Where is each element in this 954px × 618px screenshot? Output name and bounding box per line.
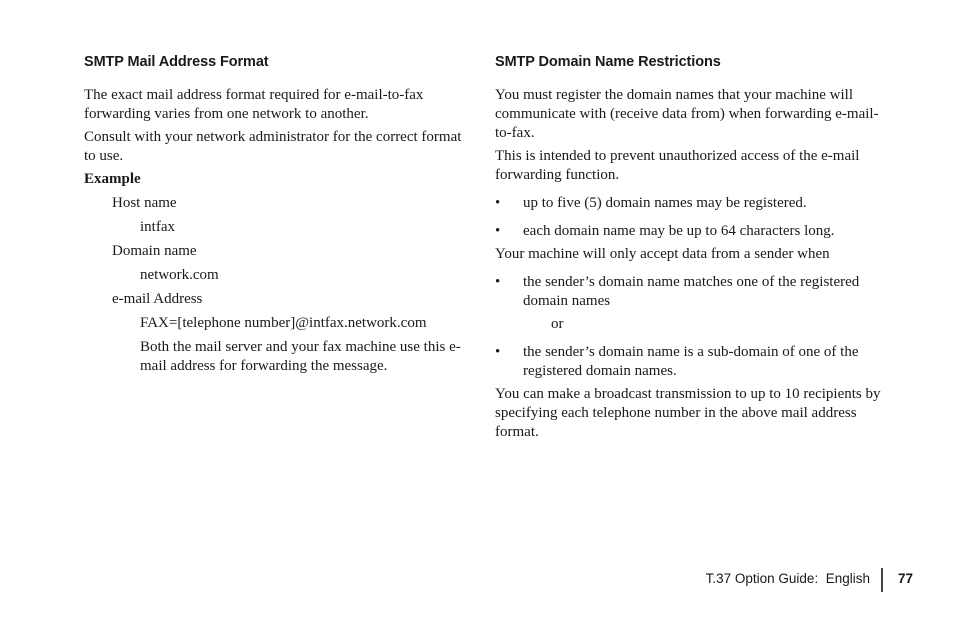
list-item-text: up to five (5) domain names may be registered. xyxy=(523,195,807,211)
footer-divider xyxy=(881,568,883,592)
or-separator: or xyxy=(551,316,564,332)
list-item-text: each domain name may be up to 64 characters long. xyxy=(523,223,835,239)
list-item xyxy=(495,222,885,241)
bullet-icon: • xyxy=(495,274,501,290)
domain-name-value: network.com xyxy=(140,267,219,283)
intro-paragraph: The exact mail address format required for e-mail-to-fax forwarding varies from one network to another. xyxy=(84,87,424,122)
section-heading-domain-restrictions: SMTP Domain Name Restrictions xyxy=(495,54,721,70)
bullet-icon: • xyxy=(495,195,501,211)
bullet-icon: • xyxy=(495,223,501,239)
register-paragraph: You must register the domain names that your machine will communicate with (receive data from) when forwarding e-mail-to-fax. xyxy=(495,87,879,141)
email-address-note: Both the mail server and your fax machine use this e-mail address for forwarding the message. xyxy=(140,339,461,374)
list-item xyxy=(495,194,885,213)
left-column xyxy=(84,54,469,381)
list-item xyxy=(495,343,885,381)
example-label: Example xyxy=(84,171,141,187)
footer-guide-text xyxy=(706,571,870,586)
page-number: 77 xyxy=(898,571,914,586)
footer-guide-title: T.37 Option Guide: xyxy=(705,571,819,586)
footer-language: English xyxy=(825,571,870,586)
email-address-label: e-mail Address xyxy=(112,291,203,307)
list-item-text: the sender’s domain name matches one of the registered domain names xyxy=(523,274,860,309)
broadcast-paragraph: You can make a broadcast transmission to up to 10 recipients by specifying each telephone number in the above mail address format. xyxy=(495,386,881,440)
right-column xyxy=(495,54,885,446)
list-item-text: the sender’s domain name is a sub-domain of one of the registered domain names. xyxy=(523,344,859,379)
host-name-label: Host name xyxy=(112,195,177,211)
bullet-icon: • xyxy=(495,344,501,360)
page-footer xyxy=(0,568,954,592)
domain-name-label: Domain name xyxy=(112,243,197,259)
accept-paragraph: Your machine will only accept data from a sender when xyxy=(495,246,830,262)
prevent-paragraph: This is intended to prevent unauthorized access of the e-mail forwarding function. xyxy=(495,148,860,183)
list-item xyxy=(495,273,885,311)
email-address-value: FAX=[telephone number]@intfax.network.com xyxy=(140,315,427,331)
host-name-value: intfax xyxy=(140,219,175,235)
section-heading-mail-format: SMTP Mail Address Format xyxy=(84,54,269,70)
consult-paragraph: Consult with your network administrator for the correct format to use. xyxy=(84,129,462,164)
